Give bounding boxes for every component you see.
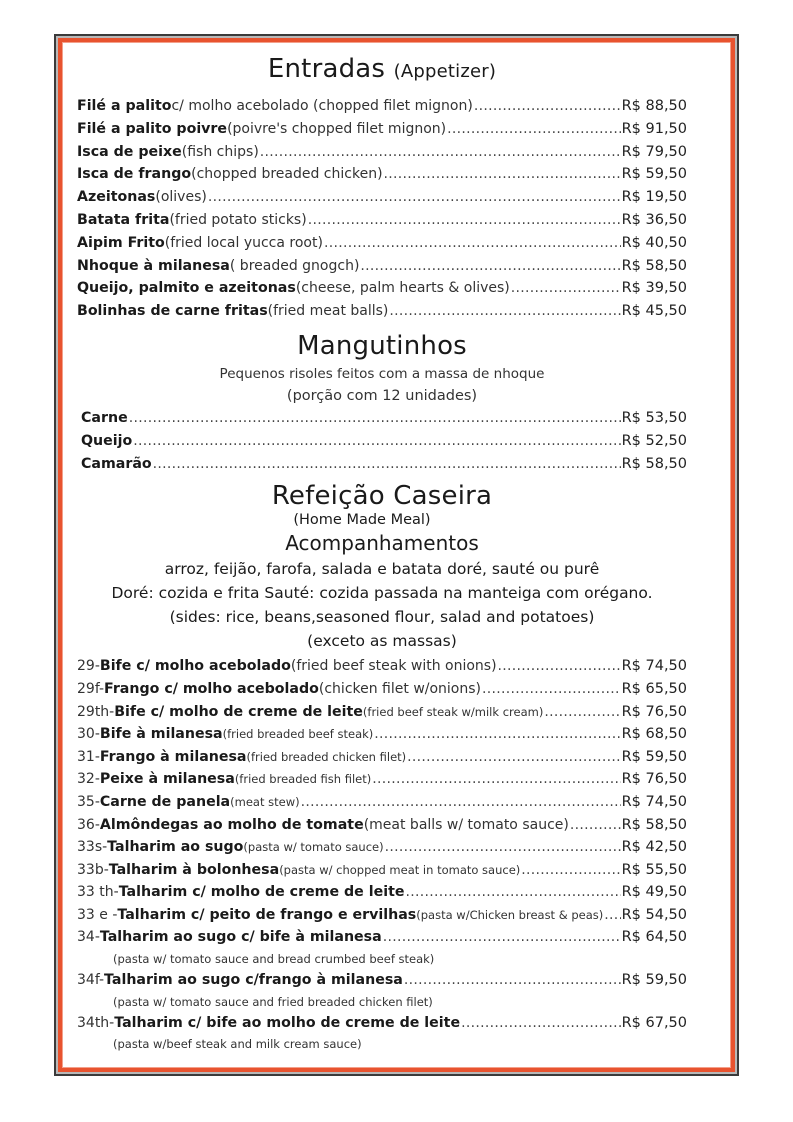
item-name: Nhoque à milanesa [77, 257, 230, 274]
dot-leader [385, 836, 621, 859]
item-subdescription: (pasta w/ tomato sauce and fried breaded chicken filet) [113, 994, 433, 1009]
item-price: R$ 55,50 [621, 861, 687, 878]
menu-item [77, 926, 687, 949]
dot-leader [324, 232, 621, 255]
menu-item [77, 881, 687, 904]
item-number: 34- [77, 929, 100, 946]
item-price: R$ 88,50 [621, 98, 687, 114]
item-number: 33b- [77, 861, 109, 878]
menu-item [77, 791, 687, 814]
item-price: R$ 19,50 [621, 189, 687, 206]
dot-leader [544, 701, 620, 724]
dot-leader [407, 746, 620, 769]
item-name: Talharim c/ bife ao molho de creme de leite [114, 1014, 461, 1031]
item-number: 33 th- [77, 884, 119, 901]
dot-leader [511, 277, 621, 300]
dot-leader [447, 118, 620, 141]
sides-line-4: (exceto as massas) [307, 632, 457, 651]
dot-leader [133, 430, 620, 453]
item-price: R$ 58,50 [621, 816, 687, 833]
item-subdescription: (pasta w/beef steak and milk cream sauce) [113, 1037, 362, 1052]
appetizers-section [77, 52, 687, 323]
item-name: Filé a palito poivre [77, 120, 228, 137]
item-description: (meat stew) [230, 794, 300, 809]
item-name: Isca de peixe [77, 143, 182, 160]
item-name: Talharim à bolonhesa [108, 861, 280, 878]
item-number: 31- [77, 748, 100, 765]
menu-item [77, 118, 687, 141]
item-name: Azeitonas [77, 189, 156, 206]
item-number: 29f- [77, 680, 105, 697]
dot-leader [208, 186, 621, 209]
item-name: Talharim c/ peito de frango e ervilhas [117, 906, 417, 923]
menu-item [77, 969, 687, 992]
home-meal-subtitle: (Home Made Meal) [293, 512, 431, 529]
menu-item [77, 836, 687, 859]
item-price: R$ 39,50 [621, 280, 687, 297]
item-price: R$ 45,50 [621, 303, 687, 320]
menu-item [77, 1012, 687, 1035]
item-description: (fried beef steak with onions) [290, 658, 497, 675]
menu-item [77, 255, 687, 278]
item-price: R$ 64,50 [621, 929, 687, 946]
item-price: R$ 74,50 [621, 658, 687, 675]
menu-item [81, 453, 687, 476]
item-description: (fish chips) [181, 143, 259, 160]
menu-item [77, 859, 687, 882]
item-description: (fried potato sticks) [169, 211, 307, 228]
dot-leader [153, 453, 621, 476]
item-price: R$ 58,50 [621, 455, 687, 472]
item-price: R$ 76,50 [621, 703, 687, 720]
item-name: Frango c/ molho acebolado [104, 680, 319, 697]
item-description: (pasta w/Chicken breast & peas) [416, 907, 604, 922]
item-description: ( breaded gnogch) [229, 257, 360, 274]
item-price: R$ 76,50 [621, 771, 687, 788]
item-number: 29th- [77, 703, 115, 720]
item-number: 36- [77, 816, 100, 833]
item-description: (chicken filet w/onions) [318, 680, 482, 697]
item-number: 33 e - [77, 906, 118, 923]
menu-item [77, 655, 687, 678]
home-meal-section [77, 481, 687, 1054]
item-price: R$ 40,50 [621, 234, 687, 251]
item-description: (pasta w/ tomato sauce) [243, 840, 384, 855]
dot-leader [604, 904, 620, 927]
item-description: (fried breaded fish filet) [234, 772, 372, 787]
menu-item [81, 407, 687, 430]
item-description: (pasta w/ chopped meat in tomato sauce) [279, 862, 521, 877]
item-price: R$ 67,50 [621, 1014, 687, 1031]
menu-item [77, 701, 687, 724]
item-description: (poivre's chopped filet mignon) [227, 120, 447, 137]
item-name: Talharim ao sugo c/frango à milanesa [104, 972, 403, 989]
item-name: Queijo, palmito e azeitonas [77, 280, 296, 297]
item-price: R$ 53,50 [621, 409, 687, 426]
menu-item [77, 186, 687, 209]
item-price: R$ 65,50 [621, 680, 687, 697]
item-price: R$ 59,50 [621, 748, 687, 765]
menu-item [77, 300, 687, 323]
item-name: Bife c/ molho de creme de leite [114, 703, 363, 720]
home-meal-title: Refeição Caseira [271, 481, 493, 512]
item-name: Carne [81, 409, 128, 426]
item-name: Isca de frango [77, 166, 192, 183]
item-subdescription: (pasta w/ tomato sauce and bread crumbed beef steak) [113, 952, 435, 967]
mangutinhos-title: Mangutinhos [297, 330, 467, 361]
item-number: 34f- [77, 972, 105, 989]
sides-line-3: (sides: rice, beans,seasoned flour, salad and potatoes) [169, 608, 595, 627]
appetizers-list [77, 95, 687, 323]
dot-leader [498, 655, 621, 678]
item-description: (fried meat balls) [267, 303, 389, 320]
item-price: R$ 59,50 [621, 972, 687, 989]
dot-leader [360, 255, 620, 278]
dot-leader [301, 791, 621, 814]
item-number: 33s- [77, 839, 108, 856]
item-description: c/ molho acebolado (chopped filet mignon) [171, 98, 473, 114]
item-price: R$ 58,50 [621, 257, 687, 274]
dot-leader [260, 141, 621, 164]
mangutinhos-portion: (porção com 12 unidades) [286, 387, 478, 404]
item-name: Queijo [81, 432, 133, 449]
item-price: R$ 91,50 [621, 120, 687, 137]
sides-title: Acompanhamentos [285, 531, 479, 556]
dot-leader [406, 881, 621, 904]
dot-leader [570, 814, 621, 837]
menu-content [77, 52, 687, 1054]
item-description: (fried breaded beef steak) [222, 727, 374, 742]
item-price: R$ 74,50 [621, 793, 687, 810]
dot-leader [404, 969, 621, 992]
item-description: (meat balls w/ tomato sauce) [363, 816, 569, 833]
dot-leader [308, 209, 621, 232]
item-price: R$ 42,50 [621, 839, 687, 856]
dot-leader [383, 926, 621, 949]
item-description: (chopped breaded chicken) [191, 166, 383, 183]
item-name: Almôndegas ao molho de tomate [99, 816, 364, 833]
item-name: Aipim Frito [77, 234, 165, 251]
item-name: Talharim ao sugo [107, 839, 244, 856]
menu-item [77, 163, 687, 186]
mangutinhos-note: Pequenos risoles feitos com a massa de nhoque [219, 365, 545, 382]
dot-leader [374, 723, 620, 746]
menu-item [77, 768, 687, 791]
item-price: R$ 36,50 [621, 211, 687, 228]
dot-leader [521, 859, 620, 882]
menu-item [77, 232, 687, 255]
mangutinhos-section [77, 329, 687, 475]
item-price: R$ 49,50 [621, 884, 687, 901]
menu-item [77, 723, 687, 746]
item-price: R$ 59,50 [621, 166, 687, 183]
item-number: 35- [77, 793, 100, 810]
menu-item [77, 678, 687, 701]
menu-item [77, 746, 687, 769]
item-description: (olives) [155, 189, 207, 206]
item-price: R$ 52,50 [621, 432, 687, 449]
sides-line-2: Doré: cozida e frita Sauté: cozida passada na manteiga com orégano. [111, 584, 653, 603]
item-number: 29- [77, 658, 100, 675]
item-description: (fried local yucca root) [164, 234, 323, 251]
sides-line-1: arroz, feijão, farofa, salada e batata doré, sauté ou purê [164, 560, 600, 579]
item-description: (fried breaded chicken filet) [246, 749, 407, 764]
dot-leader [474, 95, 621, 118]
appetizers-subtitle: (Appetizer) [393, 61, 497, 82]
menu-item [77, 141, 687, 164]
menu-item [77, 904, 687, 927]
appetizers-title-text: Entradas [267, 54, 386, 84]
menu-item [77, 277, 687, 300]
menu-item [81, 430, 687, 453]
item-name: Camarão [81, 455, 152, 472]
menu-item [77, 95, 687, 118]
dot-leader [461, 1012, 621, 1035]
item-name: Bolinhas de carne fritas [77, 303, 268, 320]
menu-item [77, 814, 687, 837]
item-name: Talharim c/ molho de creme de leite [118, 884, 405, 901]
item-name: Filé a palito [77, 98, 172, 114]
item-name: Peixe à milanesa [99, 771, 235, 788]
item-price: R$ 68,50 [621, 726, 687, 743]
item-price: R$ 54,50 [621, 906, 687, 923]
item-description: (cheese, palm hearts & olives) [295, 280, 510, 297]
dot-leader [482, 678, 621, 701]
item-name: Carne de panela [99, 793, 231, 810]
item-name: Talharim ao sugo c/ bife à milanesa [99, 929, 382, 946]
dot-leader [129, 407, 621, 430]
item-number: 34th- [77, 1014, 115, 1031]
item-description: (fried beef steak w/milk cream) [362, 704, 544, 719]
dot-leader [372, 768, 620, 791]
item-name: Frango à milanesa [99, 748, 247, 765]
item-name: Batata frita [77, 211, 170, 228]
item-name: Bife c/ molho acebolado [99, 658, 291, 675]
item-number: 32- [77, 771, 100, 788]
dot-leader [384, 163, 621, 186]
dot-leader [389, 300, 620, 323]
home-meal-list [77, 655, 687, 1054]
appetizers-title [77, 52, 687, 89]
item-name: Bife à milanesa [99, 726, 223, 743]
mangutinhos-list [77, 407, 687, 475]
menu-item [77, 209, 687, 232]
item-price: R$ 79,50 [621, 143, 687, 160]
item-number: 30- [77, 726, 100, 743]
